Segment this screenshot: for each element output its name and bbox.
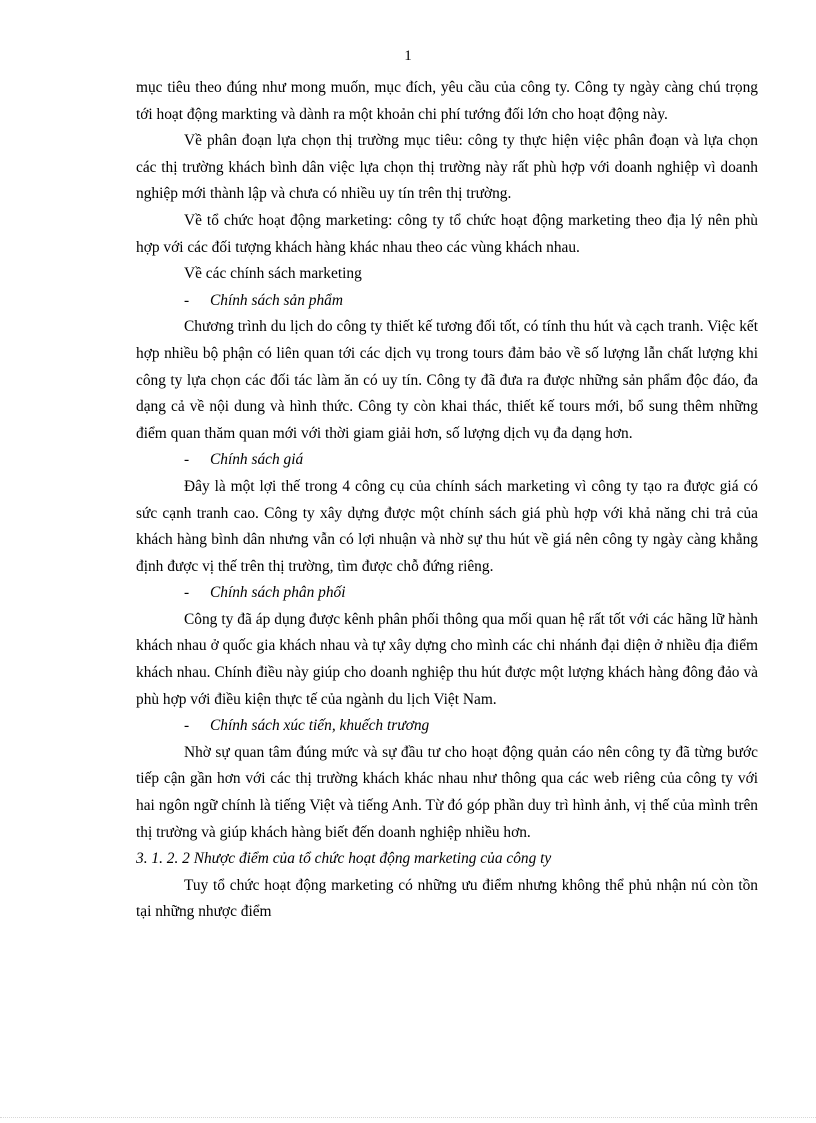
bullet-distribution-policy <box>136 580 758 607</box>
section-heading-weaknesses: 3. 1. 2. 2 Nhược điểm của tổ chức hoạt động marketing của công ty <box>136 850 552 868</box>
paragraph-product-policy: Chương trình du lịch do công ty thiết kế tương đối tốt, có tính thu hút và cạch tranh. Việc kết hợp nhiều bộ phận có liên quan tới các dịch vụ trong tours đảm bảo về số lượng lẫn chất lượng khi công ty lựa chọn các đối tác làm ăn có uy tín. Công ty đã đưa ra được những sản phẩm độc đáo, đa dạng cả về nội dung và hình thức. Công ty còn khai thác, thiết kế tours mới, bổ sung thêm những điểm quan thăm quan mới với thời giam giải hơn, số lượng dịch vụ đa dạng hơn. <box>136 318 758 442</box>
paragraph-intro: mục tiêu theo đúng như mong muốn, mục đích, yêu cầu của công ty. Công ty ngày càng chú trọng tới hoạt động markting và dành ra một khoản chi phí tướng đối lớn cho hoạt động này. <box>136 79 758 123</box>
paragraph-weaknesses: Tuy tổ chức hoạt động marketing có những ưu điểm nhưng không thể phủ nhận nú còn tồn tại những nhược điểm <box>136 876 758 921</box>
bullet-dash: - <box>184 451 190 469</box>
bullet-label: Chính sách phân phối <box>210 584 346 602</box>
paragraph-policies-heading: Về các chính sách marketing <box>184 265 362 283</box>
bullet-product-policy <box>136 288 758 315</box>
document-body <box>136 75 758 926</box>
page-number: 1 <box>404 48 412 64</box>
bullet-dash: - <box>184 584 190 602</box>
bullet-dash: - <box>184 291 190 309</box>
paragraph-price-policy: Đây là một lợi thế trong 4 công cụ của chính sách marketing vì công ty tạo ra được giá có sức cạnh tranh cao. Công ty xây dựng được một chính sách giá phù hợp với khả năng chi trả của khách hàng bình dân nhưng vẫn có lợi nhuận và nhờ sự thu hút về giá nên công ty ngày càng khẳng định được vị thế trên thị trường, tìm được chỗ đứng riêng. <box>136 477 758 575</box>
paragraph-promotion-policy: Nhờ sự quan tâm đúng mức và sự đầu tư cho hoạt động quản cáo nên công ty đã từng bước tiếp cận gần hơn với các thị trường khách khác nhau như thông qua các web riêng của công ty với hai ngôn ngữ chính là tiếng Việt và tiếng Anh. Từ đó góp phần duy trì hình ảnh, vị thế của mình trên thị trường và giúp khách hàng biết đến doanh nghiệp nhiều hơn. <box>136 743 758 841</box>
paragraph-organization: Về tổ chức hoạt động marketing: công ty tổ chức hoạt động marketing theo địa lý nên phù hợp với các đối tượng khách hàng khác nhau theo các vùng khách nhau. <box>136 211 758 256</box>
bullet-dash: - <box>184 717 190 735</box>
bullet-price-policy <box>136 447 758 474</box>
paragraph-distribution-policy: Công ty đã áp dụng được kênh phân phối thông qua mối quan hệ rất tốt với các hãng lữ hành khách nhau ở quốc gia khách nhau và tự xây dựng cho mình các chi nhánh đại diện ở nhiều địa điểm khách nhau. Chính điều này giúp cho doanh nghiệp thu hút được một lượng khách hàng đông đảo và phù hợp với điều kiện thực tế của ngành du lịch Việt Nam. <box>136 610 758 708</box>
bullet-label: Chính sách xúc tiến, khuếch trương <box>210 717 430 735</box>
bullet-label: Chính sách giá <box>210 451 304 469</box>
bullet-promotion-policy <box>136 713 758 740</box>
page-bottom-divider <box>0 1117 816 1118</box>
bullet-label: Chính sách sản phẩm <box>210 291 343 309</box>
paragraph-segmentation: Về phân đoạn lựa chọn thị trường mục tiêu: công ty thực hiện việc phân đoạn và lựa chọn các thị trường khách bình dân việc lựa chọn thị trường này rất phù hợp với doanh nghiệp vì doanh nghiệp mới thành lập và chưa có nhiều uy tín trên thị trường. <box>136 132 758 203</box>
